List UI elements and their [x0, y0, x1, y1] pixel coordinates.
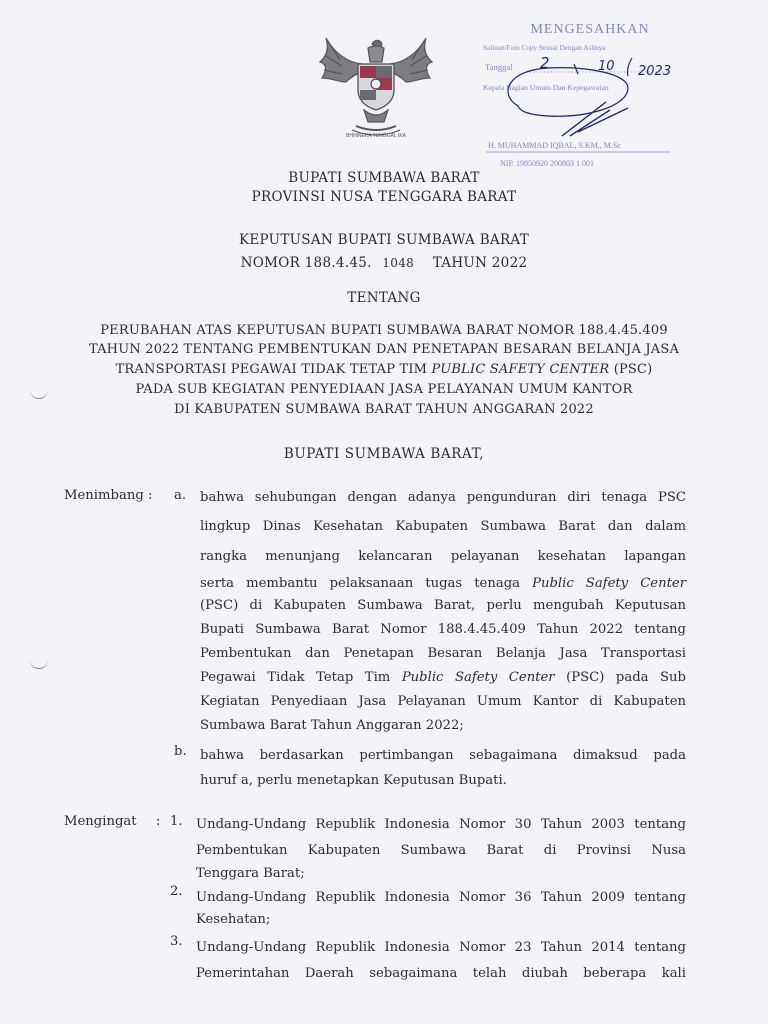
subject-line-2: TAHUN 2022 TENTANG PEMBENTUKAN DAN PENETAPAN BESARAN BELANJA JASA	[88, 342, 680, 357]
header-line-2: PROVINSI NUSA TENGGARA BARAT	[251, 189, 517, 205]
mengingat-item-3-line-1: Undang-Undang Republik Indonesia Nomor 23 Tahun 2014 tentang	[196, 940, 686, 955]
mengingat-item-2-line-2: Kesehatan;	[196, 912, 271, 927]
mengingat-item-1-line-3: Tenggara Barat;	[196, 866, 305, 881]
mengingat-item-1-marker: 1.	[170, 814, 183, 829]
decree-number-value: 1048	[382, 256, 415, 270]
punch-hole	[30, 388, 48, 399]
subject-line-3	[0, 362, 768, 377]
punch-hole	[30, 658, 48, 669]
menimbang-a-line-1: bahwa sehubungan dengan adanya pengunduran diri tenaga PSC	[200, 490, 686, 505]
menimbang-a-line-8	[200, 670, 686, 685]
menimbang-b-marker: b.	[174, 744, 187, 759]
menimbang-a-marker: a.	[174, 488, 187, 503]
bupati-heading: BUPATI SUMBAWA BARAT,	[283, 446, 485, 462]
mengingat-item-3-marker: 3.	[170, 934, 183, 949]
stamp-date-day: 2	[540, 54, 550, 72]
menimbang-a-line-7: Pembentukan dan Penetapan Besaran Belanja Jasa Transportasi	[200, 646, 686, 661]
stamp-date-month: 10	[598, 59, 615, 74]
menimbang-a-line-4	[200, 576, 686, 591]
header-line-1: BUPATI SUMBAWA BARAT	[288, 170, 480, 186]
decree-year: TAHUN 2022	[432, 255, 528, 271]
menimbang-a-line-8-em: Public Safety Center	[401, 670, 555, 685]
menimbang-a-line-8-pre: Pegawai Tidak Tetap Tim	[200, 670, 402, 685]
stamp-nip: NIP. 19850920 200803 1 001	[500, 159, 595, 168]
stamp-line3: Kepala Bagian Umum Dan Kepegawaian	[483, 83, 609, 92]
decree-number	[0, 255, 768, 271]
subject-line-4: PADA SUB KEGIATAN PENYEDIAAN JASA PELAYANAN UMUM KANTOR	[135, 382, 633, 397]
mengingat-item-2-marker: 2.	[170, 884, 183, 899]
decree-title: KEPUTUSAN BUPATI SUMBAWA BARAT	[238, 232, 530, 248]
menimbang-b-line-2: huruf a, perlu menetapkan Keputusan Bupati.	[200, 773, 507, 788]
mengingat-item-3-line-2: Pemerintahan Daerah sebagaimana telah diubah beberapa kali	[196, 966, 686, 981]
menimbang-a-line-4-em: Public Safety Center	[532, 576, 686, 591]
garuda-emblem	[316, 34, 436, 142]
subject-line-3-em: PUBLIC SAFETY CENTER	[431, 362, 610, 377]
mengingat-item-1-line-1: Undang-Undang Republik Indonesia Nomor 30 Tahun 2003 tentang	[196, 817, 686, 832]
decree-number-prefix: NOMOR 188.4.45.	[240, 255, 372, 271]
menimbang-a-line-2: lingkup Dinas Kesehatan Kabupaten Sumbawa Barat dan dalam	[200, 519, 686, 534]
emblem-ribbon-text: BHINNEKA TUNGGAL IKA	[345, 133, 407, 139]
stamp-tanggal: Tanggal	[485, 62, 513, 72]
mengingat-colon: :	[156, 814, 161, 829]
approval-stamp	[478, 14, 688, 184]
mengingat-label: Mengingat	[64, 814, 137, 829]
menimbang-a-line-9: Kegiatan Penyediaan Jasa Pelayanan Umum Kantor di Kabupaten	[200, 694, 686, 709]
menimbang-a-line-10: Sumbawa Barat Tahun Anggaran 2022;	[200, 718, 464, 733]
menimbang-a-line-6: Bupati Sumbawa Barat Nomor 188.4.45.409 Tahun 2022 tentang	[200, 622, 686, 637]
stamp-line1: Salinan/Foto Copy Sesuai Dengan Aslinya	[483, 44, 606, 52]
subject-line-3-c: (PSC)	[609, 362, 653, 377]
tentang-label: TENTANG	[347, 290, 421, 306]
stamp-date-year: 2023	[638, 64, 672, 79]
stamp-name: H. MUHAMMAD IQBAL, S.KM., M.Sc	[488, 141, 621, 150]
menimbang-a-line-5: (PSC) di Kabupaten Sumbawa Barat, perlu mengubah Keputusan	[200, 598, 686, 613]
menimbang-label: Menimbang :	[64, 488, 153, 503]
menimbang-a-line-8-post: (PSC) pada Sub	[554, 670, 686, 685]
mengingat-item-2-line-1: Undang-Undang Republik Indonesia Nomor 36 Tahun 2009 tentang	[196, 890, 686, 905]
menimbang-b-line-1: bahwa berdasarkan pertimbangan sebagaimana dimaksud pada	[200, 748, 686, 763]
menimbang-a-line-3: rangka menunjang kelancaran pelayanan kesehatan lapangan	[200, 549, 686, 564]
mengingat-item-1-line-2: Pembentukan Kabupaten Sumbawa Barat di Provinsi Nusa	[196, 843, 686, 858]
menimbang-a-line-4-pre: serta membantu pelaksanaan tugas tenaga	[200, 576, 533, 591]
subject-line-1: PERUBAHAN ATAS KEPUTUSAN BUPATI SUMBAWA BARAT NOMOR 188.4.45.409	[100, 323, 668, 338]
subject-line-5: DI KABUPATEN SUMBAWA BARAT TAHUN ANGGARAN 2022	[174, 402, 594, 417]
subject-line-3-a: TRANSPORTASI PEGAWAI TIDAK TETAP TIM	[115, 362, 432, 377]
stamp-title: MENGESAHKAN	[530, 22, 650, 37]
